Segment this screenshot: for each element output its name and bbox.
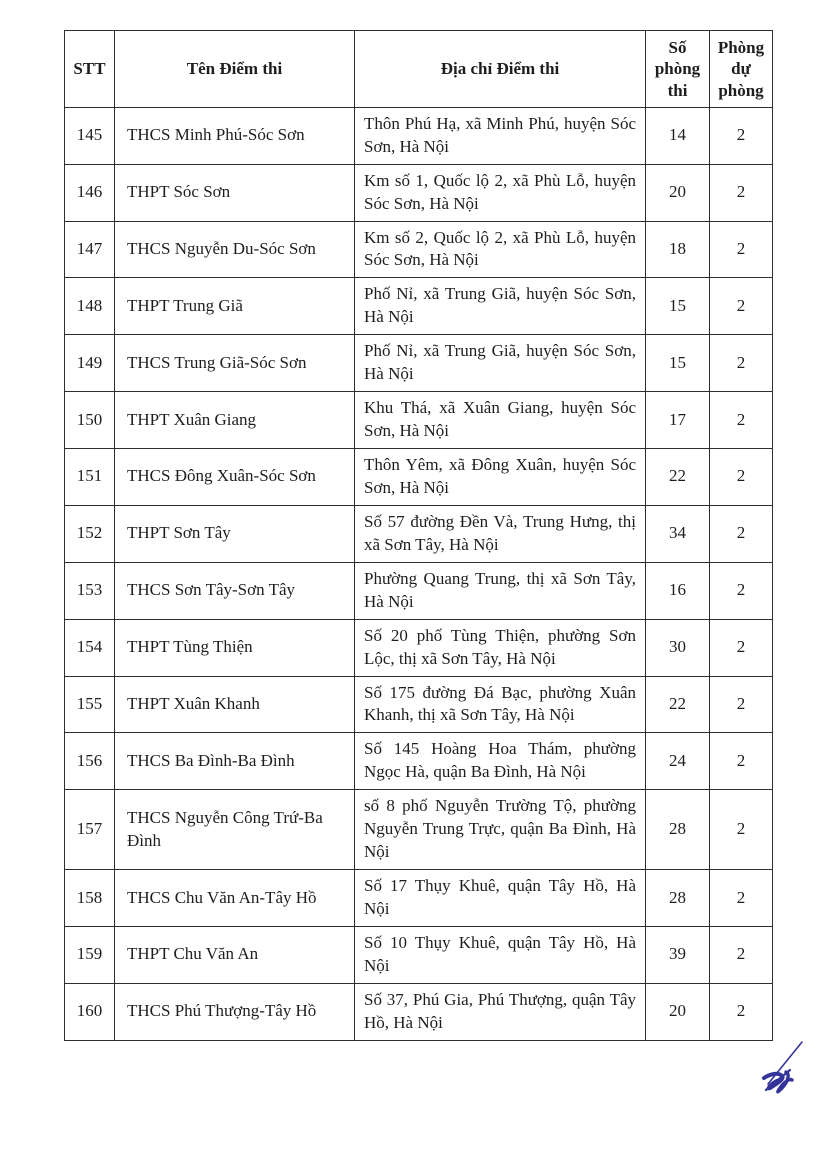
table-row (65, 790, 773, 870)
table-row (65, 221, 773, 278)
row-number: 157 (65, 790, 115, 870)
site-name: THCS Phú Thượng-Tây Hồ (115, 983, 355, 1040)
backup-count: 2 (710, 562, 773, 619)
site-name: THPT Xuân Giang (115, 392, 355, 449)
table-row (65, 335, 773, 392)
site-address: Số 37, Phú Gia, Phú Thượng, quận Tây Hồ, Hà Nội (355, 983, 646, 1040)
table-row (65, 619, 773, 676)
backup-count: 2 (710, 505, 773, 562)
site-address: Phường Quang Trung, thị xã Sơn Tây, Hà Nội (355, 562, 646, 619)
site-name: THPT Chu Văn An (115, 926, 355, 983)
backup-count: 2 (710, 449, 773, 506)
site-name: THCS Ba Đình-Ba Đình (115, 733, 355, 790)
site-name: THCS Chu Văn An-Tây Hồ (115, 870, 355, 927)
site-address: Km số 1, Quốc lộ 2, xã Phù Lỗ, huyện Sóc Sơn, Hà Nội (355, 164, 646, 221)
site-name: THPT Xuân Khanh (115, 676, 355, 733)
site-name: THPT Tùng Thiện (115, 619, 355, 676)
room-count: 28 (646, 790, 710, 870)
header-row (65, 31, 773, 108)
table-row (65, 278, 773, 335)
header-site-address: Địa chỉ Điểm thi (355, 31, 646, 108)
backup-count: 2 (710, 790, 773, 870)
table-row (65, 107, 773, 164)
site-address: Số 10 Thụy Khuê, quận Tây Hồ, Hà Nội (355, 926, 646, 983)
row-number: 152 (65, 505, 115, 562)
row-number: 145 (65, 107, 115, 164)
room-count: 18 (646, 221, 710, 278)
site-address: Phố Nỉ, xã Trung Giã, huyện Sóc Sơn, Hà Nội (355, 278, 646, 335)
backup-count: 2 (710, 392, 773, 449)
room-count: 20 (646, 164, 710, 221)
table-row (65, 164, 773, 221)
row-number: 155 (65, 676, 115, 733)
backup-count: 2 (710, 164, 773, 221)
site-name: THCS Trung Giã-Sóc Sơn (115, 335, 355, 392)
backup-count: 2 (710, 335, 773, 392)
site-name: THPT Trung Giã (115, 278, 355, 335)
site-address: Số 175 đường Đá Bạc, phường Xuân Khanh, thị xã Sơn Tây, Hà Nội (355, 676, 646, 733)
backup-count: 2 (710, 926, 773, 983)
row-number: 160 (65, 983, 115, 1040)
room-count: 22 (646, 449, 710, 506)
row-number: 156 (65, 733, 115, 790)
room-count: 24 (646, 733, 710, 790)
site-name: THCS Đông Xuân-Sóc Sơn (115, 449, 355, 506)
backup-count: 2 (710, 733, 773, 790)
row-number: 147 (65, 221, 115, 278)
row-number: 150 (65, 392, 115, 449)
row-number: 151 (65, 449, 115, 506)
backup-count: 2 (710, 107, 773, 164)
backup-count: 2 (710, 619, 773, 676)
site-address: Số 57 đường Đền Và, Trung Hưng, thị xã Sơn Tây, Hà Nội (355, 505, 646, 562)
header-site-name: Tên Điểm thi (115, 31, 355, 108)
backup-count: 2 (710, 676, 773, 733)
row-number: 146 (65, 164, 115, 221)
site-address: Số 17 Thụy Khuê, quận Tây Hồ, Hà Nội (355, 870, 646, 927)
row-number: 153 (65, 562, 115, 619)
row-number: 158 (65, 870, 115, 927)
room-count: 30 (646, 619, 710, 676)
table-row (65, 562, 773, 619)
site-name: THCS Nguyễn Công Trứ-Ba Đình (115, 790, 355, 870)
header-stt: STT (65, 31, 115, 108)
site-address: Km số 2, Quốc lộ 2, xã Phù Lỗ, huyện Sóc Sơn, Hà Nội (355, 221, 646, 278)
table-row (65, 676, 773, 733)
backup-count: 2 (710, 278, 773, 335)
site-address: Thôn Phú Hạ, xã Minh Phú, huyện Sóc Sơn, Hà Nội (355, 107, 646, 164)
row-number: 159 (65, 926, 115, 983)
room-count: 15 (646, 278, 710, 335)
site-address: Số 20 phố Tùng Thiện, phường Sơn Lộc, thị xã Sơn Tây, Hà Nội (355, 619, 646, 676)
row-number: 154 (65, 619, 115, 676)
room-count: 22 (646, 676, 710, 733)
backup-count: 2 (710, 221, 773, 278)
exam-sites-table (64, 30, 773, 1041)
room-count: 20 (646, 983, 710, 1040)
table-row (65, 926, 773, 983)
site-name: THPT Sơn Tây (115, 505, 355, 562)
site-address: Thôn Yêm, xã Đông Xuân, huyện Sóc Sơn, Hà Nội (355, 449, 646, 506)
backup-count: 2 (710, 983, 773, 1040)
room-count: 17 (646, 392, 710, 449)
table-header (65, 31, 773, 108)
site-address: Phố Nỉ, xã Trung Giã, huyện Sóc Sơn, Hà Nội (355, 335, 646, 392)
pen-mark (756, 1038, 808, 1104)
room-count: 16 (646, 562, 710, 619)
table-row (65, 733, 773, 790)
row-number: 149 (65, 335, 115, 392)
table-row (65, 983, 773, 1040)
table-body (65, 107, 773, 1040)
site-address: Số 145 Hoàng Hoa Thám, phường Ngọc Hà, quận Ba Đình, Hà Nội (355, 733, 646, 790)
table-row (65, 505, 773, 562)
room-count: 14 (646, 107, 710, 164)
table-row (65, 449, 773, 506)
site-name: THCS Sơn Tây-Sơn Tây (115, 562, 355, 619)
room-count: 34 (646, 505, 710, 562)
table-row (65, 392, 773, 449)
site-address: số 8 phố Nguyễn Trường Tộ, phường Nguyễn Trung Trực, quận Ba Đình, Hà Nội (355, 790, 646, 870)
row-number: 148 (65, 278, 115, 335)
room-count: 28 (646, 870, 710, 927)
site-address: Khu Thá, xã Xuân Giang, huyện Sóc Sơn, Hà Nội (355, 392, 646, 449)
room-count: 39 (646, 926, 710, 983)
site-name: THCS Minh Phú-Sóc Sơn (115, 107, 355, 164)
header-room-count: Số phòng thi (646, 31, 710, 108)
site-name: THCS Nguyễn Du-Sóc Sơn (115, 221, 355, 278)
header-backup-rooms: Phòng dự phòng (710, 31, 773, 108)
table-row (65, 870, 773, 927)
site-name: THPT Sóc Sơn (115, 164, 355, 221)
backup-count: 2 (710, 870, 773, 927)
room-count: 15 (646, 335, 710, 392)
